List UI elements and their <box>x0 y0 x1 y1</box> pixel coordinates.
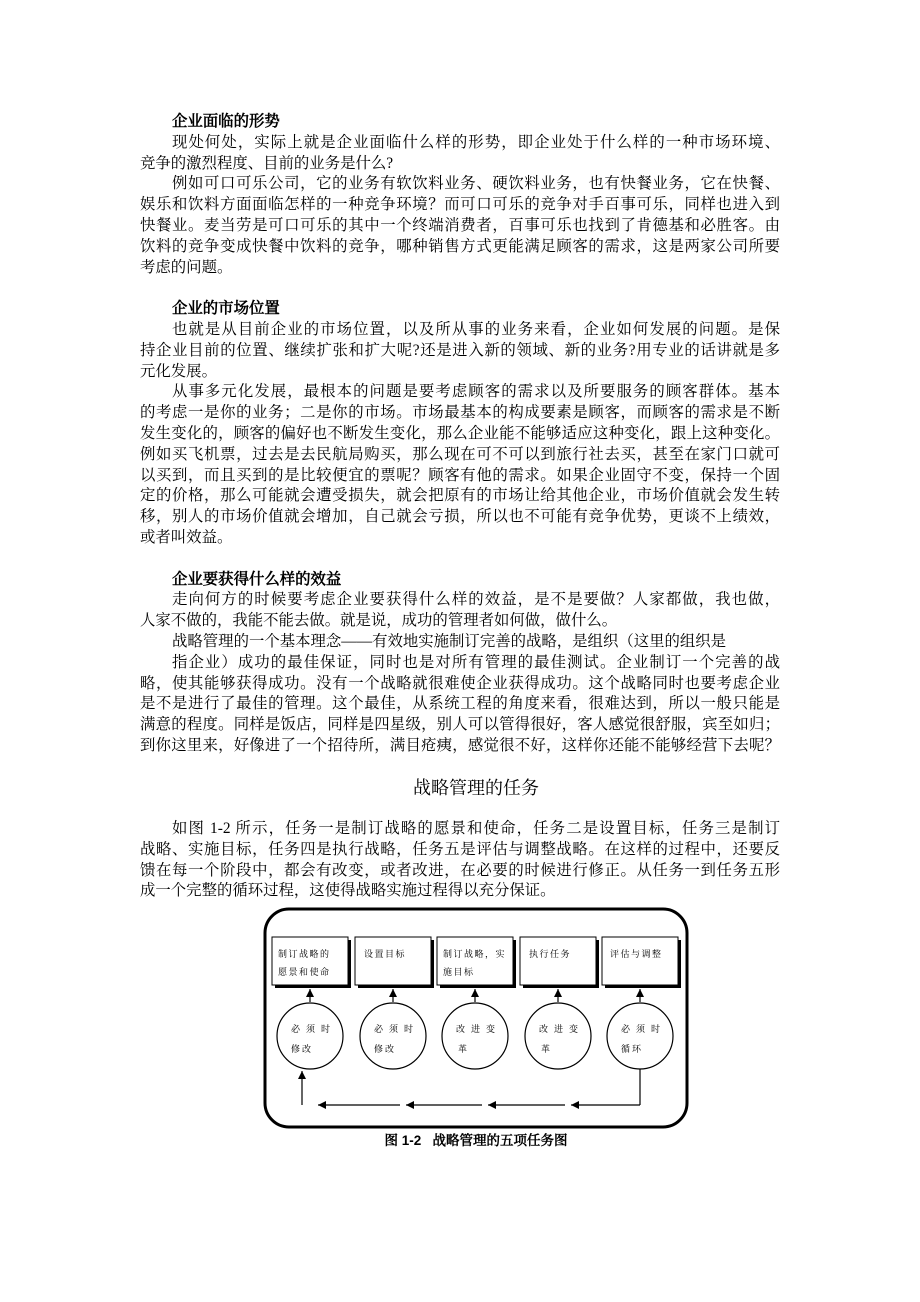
paragraph-line: 或者叫效益。 <box>140 528 233 546</box>
chapter-title: 战略管理的任务 <box>413 777 539 798</box>
task-label-line1: 执行任务 <box>529 950 572 960</box>
task-1 <box>272 937 351 988</box>
task-label-line1: 制订战略，实 <box>443 950 507 960</box>
action-circle <box>442 1003 508 1069</box>
paragraph-line: 发生变化的，顾客的偏好也不断发生变化，那么企业能不能够适应这种变化，跟上这种变化。 <box>140 424 780 442</box>
paragraph <box>140 382 780 548</box>
action-1 <box>277 1003 343 1069</box>
paragraph-line: 的考虑一是你的业务；二是你的市场。市场最基本的构成要素是顾客，而顾客的需求是不断 <box>140 404 780 422</box>
action-label-line1: 必须时 <box>621 1025 667 1035</box>
paragraph-line: 快餐业。麦当劳是可口可乐的其中一个终端消费者，百事可乐也找到了肯德基和必胜客。由 <box>140 216 780 234</box>
paragraph <box>140 133 780 175</box>
task-box <box>355 937 431 985</box>
paragraph <box>140 653 780 757</box>
body-text <box>140 112 780 902</box>
paragraph-line: 娱乐和饮料方面面临怎样的一种竞争环境？而可口可乐的竞争对手百事可乐，同样也进入到 <box>140 196 780 214</box>
task-box <box>602 937 678 985</box>
action-label-line2: 修改 <box>291 1045 314 1055</box>
figure-caption: 图 1-2 战略管理的五项任务图 <box>384 1133 568 1148</box>
paragraph-line: 例如买飞机票，过去是去民航局购买，那么现在可不可以到旅行社去买，甚至在家门口就可 <box>140 445 780 463</box>
action-label-line2: 革 <box>541 1045 553 1055</box>
paragraph-line: 持企业目前的位置、继续扩张和扩大呢?还是进入新的领域、新的业务?用专业的话讲就是多 <box>140 341 780 359</box>
action-label-line1: 必须时 <box>291 1025 337 1035</box>
paragraph-line: 战略、实施目标，任务四是执行战略，任务五是评估与调整战略。在这样的过程中，还要反 <box>140 840 780 858</box>
paragraph-line: 以买到，而且买到的是比较便宜的票呢？顾客有他的需求。如果企业固守不变，保持一个固 <box>140 466 780 484</box>
paragraph-line: 例如可口可乐公司，它的业务有软饮料业务、硬饮料业务，也有快餐业务，它在快餐、 <box>172 175 780 193</box>
paragraph-line: 元化发展。 <box>140 362 217 380</box>
paragraph-line: 现处何处，实际上就是企业面临什么样的形势，即企业处于什么样的一种市场环境、 <box>172 133 780 151</box>
task-4 <box>520 937 599 988</box>
action-5 <box>607 1003 673 1069</box>
paragraph-line: 移，别人的市场价值就会增加，自己就会亏损，所以也不可能有竞争优势，更谈不上绩效， <box>140 508 780 526</box>
blank-line <box>140 798 780 819</box>
section-heading: 企业的市场位置 <box>172 300 280 318</box>
task-label-line1: 设置目标 <box>364 950 407 960</box>
task-label-line1: 评估与调整 <box>610 950 663 960</box>
paragraph-line: 指企业）成功的最佳保证，同时也是对所有管理的最佳测试。企业制订一个完善的战 <box>172 653 780 671</box>
task-label-line2: 愿景和使命 <box>278 968 331 978</box>
paragraph-line: 战略管理的一个基本理念——有效地实施制订完善的战略，是组织（这里的组织是 <box>172 632 727 650</box>
task-label-line1: 制订战略的 <box>278 950 331 960</box>
action-circle <box>525 1003 591 1069</box>
paragraph-line: 定的价格，那么可能就会遭受损失，就会把原有的市场让给其他企业，市场价值就会发生转 <box>140 487 780 505</box>
action-2 <box>360 1003 426 1069</box>
action-circle <box>277 1003 343 1069</box>
paragraph <box>140 590 780 632</box>
task-label-line2: 施目标 <box>443 968 475 978</box>
paragraph-line: 是不是进行了最佳的管理。这个最佳，从系统工程的角度来看，很难达到，所以一般只能是 <box>140 695 780 713</box>
task-box <box>520 937 596 985</box>
five-task-diagram <box>260 905 692 1133</box>
paragraph <box>140 320 780 382</box>
blank-line <box>140 757 780 778</box>
paragraph-line: 竞争的激烈程度、目前的业务是什么? <box>140 154 394 172</box>
paragraph-line: 也就是从目前企业的市场位置，以及所从事的业务来看，企业如何发展的问题。是保 <box>172 320 780 338</box>
paragraph <box>140 819 780 902</box>
section-heading: 企业面临的形势 <box>172 113 280 130</box>
paragraph-line: 如图 1-2 所示，任务一是制订战略的愿景和使命，任务二是设置目标，任务三是制订 <box>172 820 780 838</box>
action-label-line2: 革 <box>458 1045 470 1055</box>
task-5 <box>602 937 681 988</box>
task-3 <box>437 937 516 988</box>
paragraph-line: 人家不做的，我能不能去做。就是说，成功的管理者如何做，做什么。 <box>140 612 618 630</box>
paragraph-line: 馈在每一个阶段中，都会有改变，或者改进，在必要的时候进行修正。从任务一到任务五形 <box>140 861 780 879</box>
paragraph <box>140 174 780 278</box>
action-label-line1: 改进变 <box>456 1025 502 1035</box>
action-4 <box>525 1003 591 1069</box>
action-label-line1: 必须时 <box>374 1025 420 1035</box>
action-3 <box>442 1003 508 1069</box>
section-heading: 企业要获得什么样的效益 <box>172 570 342 588</box>
task-2 <box>355 937 434 988</box>
action-label-line1: 改进变 <box>539 1025 585 1035</box>
paragraph-line: 到你这里来，好像进了一个招待所，满目疮痍，感觉很不好，这样你还能不能够经营下去呢？ <box>140 736 780 754</box>
action-circle <box>360 1003 426 1069</box>
paragraph-line: 走向何方的时候要考虑企业要获得什么样的效益，是不是要做？人家都做，我也做， <box>172 591 780 609</box>
blank-line <box>140 549 780 570</box>
action-circle <box>607 1003 673 1069</box>
blank-line <box>140 278 780 299</box>
action-label-line2: 循环 <box>621 1045 644 1055</box>
paragraph-line: 略，使其能够获得成功。没有一个战略就很难使企业获得成功。这个战略同时也要考虑企业 <box>140 674 780 692</box>
paragraph-line: 考虑的问题。 <box>140 258 233 276</box>
paragraph-line: 满意的程度。同样是饭店，同样是四星级，别人可以管得很好，客人感觉很舒服，宾至如归； <box>140 716 780 734</box>
paragraph-line: 从事多元化发展，最根本的问题是要考虑顾客的需求以及所要服务的顾客群体。基本 <box>172 383 780 401</box>
paragraph-line: 成一个完整的循环过程，这使得战略实施过程得以充分保证。 <box>140 882 556 900</box>
paragraph-line: 饮料的竞争变成快餐中饮料的竞争，哪种销售方式更能满足顾客的需求，这是两家公司所要 <box>140 237 780 255</box>
action-label-line2: 修改 <box>374 1045 397 1055</box>
paragraph <box>140 632 780 653</box>
